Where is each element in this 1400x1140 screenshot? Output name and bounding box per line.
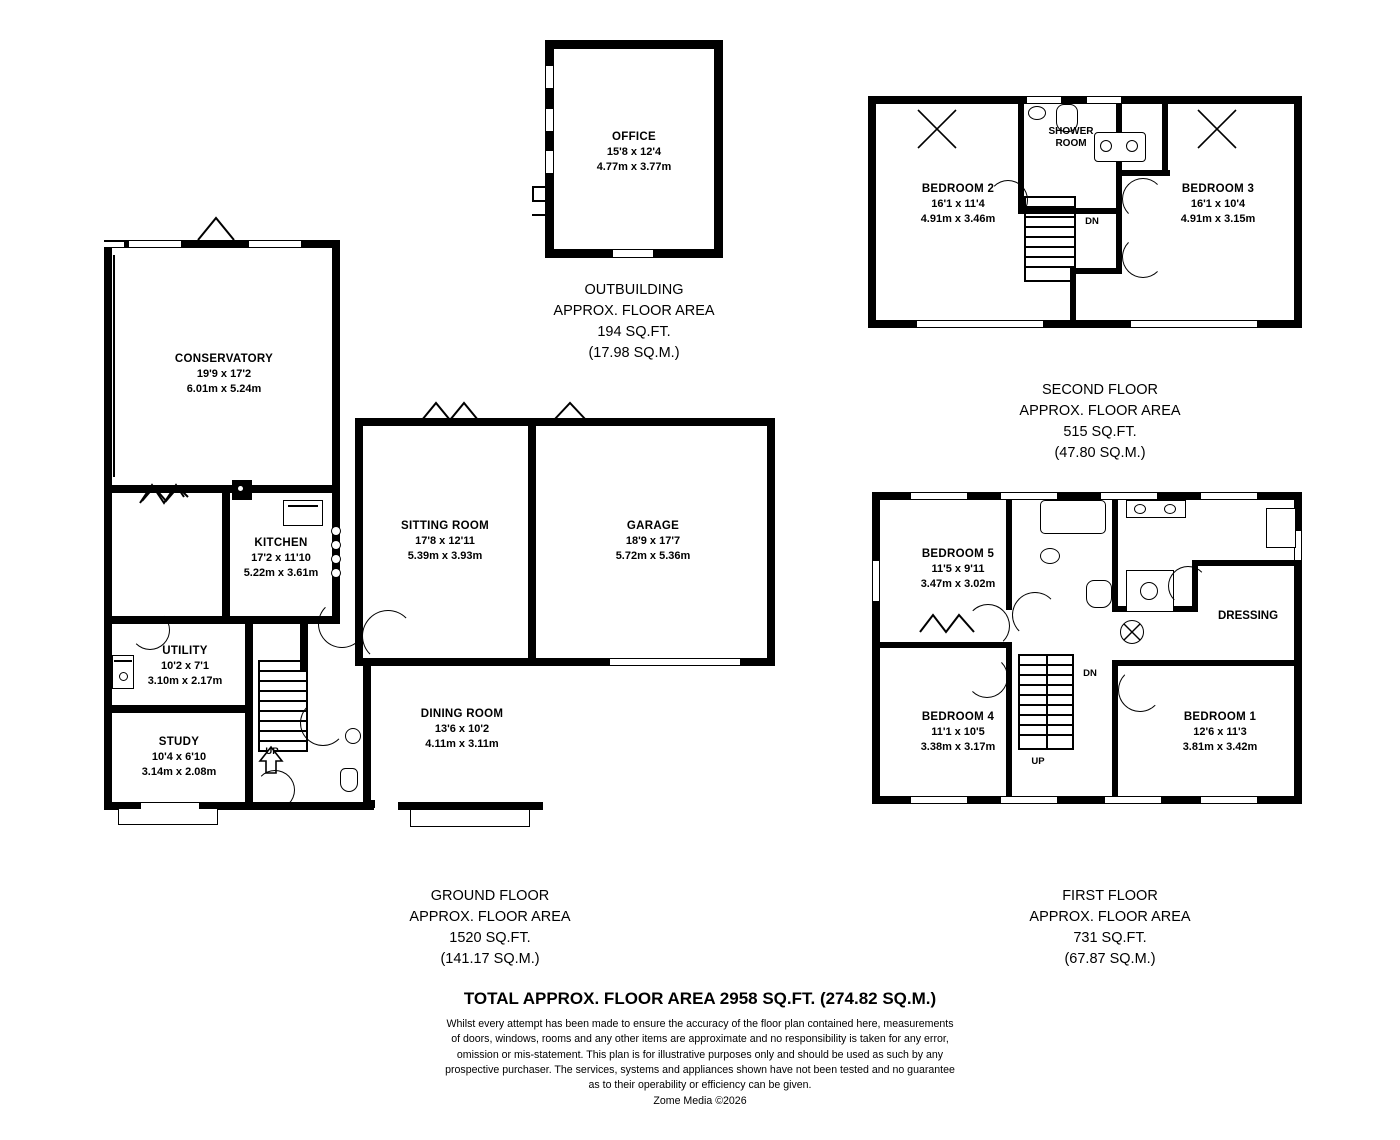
first-window-top-3 [1100, 493, 1158, 499]
second-eaves-cross-left [916, 108, 958, 150]
disclaimer-text: Whilst every attempt has been made to ensure the accuracy of the floor plan contained here, measurements of doors, windows, rooms and any other items are approximate and no responsibility is taken for any error, omission or mis-statement. This plan is for illustrative purposes only and should be used as such by any prospective purchaser. The services, systems and appliances shown have not been tested and no guarantee as to their operability or efficiency can be given. Zome Media ©2026 [320, 1017, 1080, 1109]
second-wall-top [868, 96, 1302, 104]
bay-window-dining [410, 809, 530, 827]
first-window-top-4 [1200, 493, 1258, 499]
first-wall-v-4 [1112, 500, 1118, 612]
utility-wall-bottom [104, 705, 252, 713]
first-up-label: UP [1031, 756, 1045, 767]
bay-window-study [118, 809, 218, 825]
first-ensuite-basin-2 [1164, 504, 1176, 514]
kitchen-burner-1 [331, 526, 341, 536]
garage-window-chevron [552, 400, 588, 422]
caption-outbuilding: OUTBUILDING APPROX. FLOOR AREA 194 SQ.FT. (17.98 SQ.M.) [553, 282, 715, 362]
ground-staircase [258, 660, 308, 752]
caption-first-floor: FIRST FLOOR APPROX. FLOOR AREA 731 SQ.FT. (67.87 SQ.M.) [1029, 888, 1191, 968]
room-label-dressing: DRESSING [1217, 610, 1279, 622]
second-eaves-cross-right [1196, 108, 1238, 150]
room-label-study: STUDY 10'4 x 6'10 3.14m x 2.08m [141, 736, 217, 778]
second-dn-label: DN [1085, 216, 1099, 227]
ground-up-label: UP [265, 746, 279, 757]
second-window-top-1 [1026, 97, 1062, 103]
door-swing-dressing [1168, 566, 1208, 606]
cloakroom-basin [345, 728, 361, 744]
room-label-kitchen: KITCHEN 17'2 x 11'10 5.22m x 3.61m [243, 537, 319, 579]
office-door-leaf-f [546, 214, 548, 232]
garage-wall-bottom-right [740, 658, 775, 666]
room-label-utility: UTILITY 10'2 x 7'1 3.10m x 2.17m [147, 645, 223, 687]
sitting-window-chevron [420, 400, 480, 422]
door-swing-landing-second [1122, 236, 1164, 278]
room-label-bedroom-3: BEDROOM 3 16'1 x 10'4 4.91m x 3.15m [1180, 183, 1256, 225]
house-wall-right [767, 418, 775, 666]
shower-room-label-line1: SHOWER [1048, 126, 1094, 137]
first-window-bottom-2 [1000, 797, 1058, 803]
first-ensuite-shower [1266, 508, 1296, 548]
first-dressing-cross-icon [1120, 620, 1144, 644]
door-swing-hall-3 [300, 700, 346, 746]
first-wall-v-7 [1112, 700, 1118, 796]
room-label-office: OFFICE 15'8 x 12'4 4.77m x 3.77m [596, 131, 672, 173]
dining-front-wall [398, 802, 543, 810]
conservatory-window-top-2 [248, 241, 302, 247]
room-label-bedroom-2: BEDROOM 2 16'1 x 11'4 4.91m x 3.46m [920, 183, 996, 225]
door-swing-hall-1 [318, 600, 366, 648]
dining-wall-bottom-stub [363, 800, 375, 808]
room-label-bedroom-4: BEDROOM 4 11'1 x 10'5 3.38m x 3.17m [920, 711, 996, 753]
second-window-top-2 [1086, 97, 1122, 103]
second-wall-h-3 [1070, 268, 1122, 274]
door-swing-front [255, 770, 295, 810]
office-wall-top [545, 40, 723, 49]
first-wall-h-3 [1192, 560, 1302, 566]
first-opening-chevron [918, 612, 976, 634]
first-wall-h-4 [1112, 660, 1302, 666]
credit-text: Zome Media ©2026 [653, 1094, 747, 1107]
office-window-left-2 [546, 108, 553, 132]
conservatory-gap-1 [104, 242, 124, 247]
office-window-left-1 [546, 65, 553, 89]
conservatory-window-top-1 [128, 241, 182, 247]
kitchen-hob-dot [238, 486, 243, 491]
second-window-bottom-1 [916, 321, 1044, 327]
kitchen-sink [283, 500, 323, 526]
first-ensuite-basin-1 [1134, 504, 1146, 514]
conservatory-glazing-left [113, 255, 115, 477]
first-bath-basin [1040, 548, 1060, 564]
kitchen-sink-line [288, 505, 318, 507]
first-bath-tub [1040, 500, 1106, 534]
first-shower-drain [1140, 582, 1158, 600]
room-label-sitting-room: SITTING ROOM 17'8 x 12'11 5.39m x 3.93m [401, 520, 489, 562]
second-wall-h-2 [1116, 170, 1170, 176]
first-bath-wc [1086, 580, 1112, 608]
room-label-garage: GARAGE 18'9 x 17'7 5.72m x 5.36m [615, 520, 691, 562]
first-wall-left [872, 492, 880, 804]
door-swing-bed1 [1118, 668, 1162, 712]
first-window-top-1 [910, 493, 968, 499]
first-dn-label: DN [1083, 668, 1097, 679]
shower-room-label-line2: ROOM [1055, 138, 1087, 149]
door-swing-landing-1 [1012, 592, 1058, 638]
door-swing-bed4 [966, 656, 1008, 698]
first-window-top-2 [1000, 493, 1058, 499]
shower-tray-second [1126, 140, 1138, 152]
total-floor-area: TOTAL APPROX. FLOOR AREA 2958 SQ.FT. (274.82 SQ.M.) [463, 989, 937, 1008]
garage-door-opening [610, 659, 740, 665]
room-label-conservatory: CONSERVATORY 19'9 x 17'2 6.01m x 5.24m [174, 353, 274, 395]
conservatory-roof-chevron [196, 214, 236, 242]
first-window-bottom-4 [1200, 797, 1258, 803]
dining-wall-right [363, 658, 371, 808]
room-label-dining-room: DINING ROOM 13'6 x 10'2 4.11m x 3.11m [420, 708, 504, 750]
office-door-leaf-a [533, 186, 547, 188]
caption-ground-floor: GROUND FLOOR APPROX. FLOOR AREA 1520 SQ.FT. (141.17 SQ.M.) [409, 888, 571, 968]
first-window-bottom-3 [1104, 797, 1162, 803]
second-wall-v-2 [1116, 104, 1122, 274]
door-swing-hall-2 [362, 610, 414, 662]
cloakroom-wc [340, 768, 358, 792]
office-window-bottom [612, 250, 654, 257]
second-window-bottom-2 [1130, 321, 1258, 327]
house-wall-v-1 [332, 420, 340, 493]
conservatory-wall-left [104, 240, 112, 493]
caption-second-floor: SECOND FLOOR APPROX. FLOOR AREA 515 SQ.FT. (47.80 SQ.M.) [1019, 382, 1181, 462]
room-label-bedroom-5: BEDROOM 5 11'5 x 9'11 3.47m x 3.02m [920, 548, 996, 590]
room-label-bedroom-1: BEDROOM 1 12'6 x 11'3 3.81m x 3.42m [1182, 711, 1258, 753]
conservatory-opening-chevron [140, 485, 190, 505]
second-wall-v-3 [1162, 104, 1168, 174]
first-window-bottom-1 [910, 797, 968, 803]
shower-basin-second [1028, 106, 1046, 120]
